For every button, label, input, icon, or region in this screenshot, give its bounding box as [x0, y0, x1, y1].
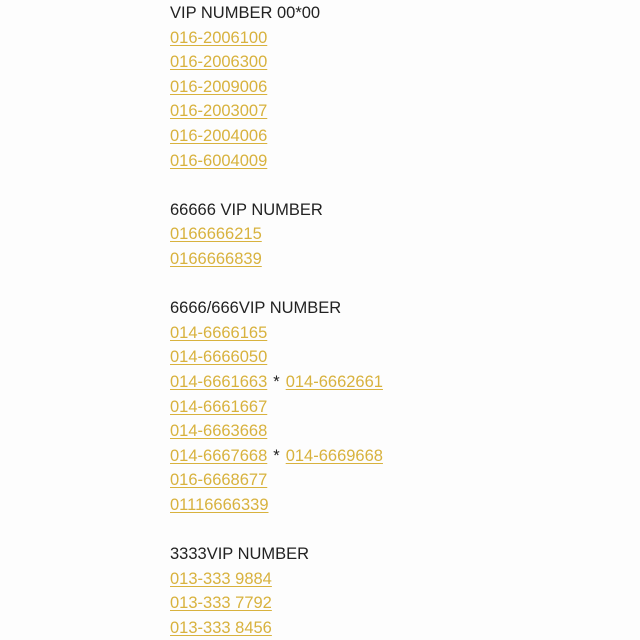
number-separator: * [273, 446, 280, 465]
phone-number-link[interactable]: 014-6661667 [170, 397, 268, 416]
phone-number-link[interactable]: 014-6663668 [170, 422, 268, 441]
section-heading: 3333VIP NUMBER [170, 545, 310, 564]
phone-number-link[interactable]: 013-333 7792 [170, 594, 272, 613]
number-row [170, 50, 630, 75]
number-row [170, 124, 630, 149]
phone-number-link[interactable]: 016-6668677 [170, 471, 268, 490]
number-row [170, 395, 630, 420]
phone-number-link[interactable]: 014-6662661 [285, 372, 383, 391]
phone-number-link[interactable]: 016-6004009 [170, 151, 268, 170]
number-separator: * [273, 372, 280, 391]
section-spacer [170, 173, 630, 198]
number-list [170, 1, 630, 640]
phone-number-link[interactable]: 014-6669668 [285, 446, 383, 465]
phone-number-link[interactable]: 016-2003007 [170, 102, 268, 121]
section-heading: 66666 VIP NUMBER [170, 200, 323, 219]
phone-number-link[interactable]: 0166666839 [170, 249, 262, 268]
phone-number-link[interactable]: 014-6666165 [170, 323, 268, 342]
phone-number-link[interactable]: 0166666215 [170, 225, 262, 244]
number-row [170, 444, 630, 469]
number-row [170, 345, 630, 370]
number-row [170, 616, 630, 640]
phone-number-link[interactable]: 016-2006100 [170, 28, 268, 47]
phone-number-link[interactable]: 014-6666050 [170, 348, 268, 367]
number-row [170, 419, 630, 444]
number-row [170, 591, 630, 616]
phone-number-link[interactable]: 013-333 9884 [170, 569, 272, 588]
number-row [170, 493, 630, 518]
number-row [170, 75, 630, 100]
number-row [170, 247, 630, 272]
number-row [170, 321, 630, 346]
section-heading: VIP NUMBER 00*00 [170, 4, 321, 22]
phone-number-link[interactable]: 014-6661663 [170, 372, 268, 391]
section-spacer [170, 517, 630, 542]
number-row [170, 26, 630, 51]
phone-number-link[interactable]: 016-2009006 [170, 77, 268, 96]
phone-number-link[interactable]: 016-2004006 [170, 126, 268, 145]
section-heading: 6666/666VIP NUMBER [170, 299, 342, 318]
number-row [170, 149, 630, 174]
number-row [170, 99, 630, 124]
phone-number-link[interactable]: 016-2006300 [170, 53, 268, 72]
phone-number-link[interactable]: 014-6667668 [170, 446, 268, 465]
number-row [170, 370, 630, 395]
number-row [170, 567, 630, 592]
section-spacer [170, 272, 630, 297]
number-row [170, 222, 630, 247]
phone-number-link[interactable]: 013-333 8456 [170, 618, 272, 637]
phone-number-link[interactable]: 01116666339 [170, 495, 269, 514]
number-row [170, 468, 630, 493]
